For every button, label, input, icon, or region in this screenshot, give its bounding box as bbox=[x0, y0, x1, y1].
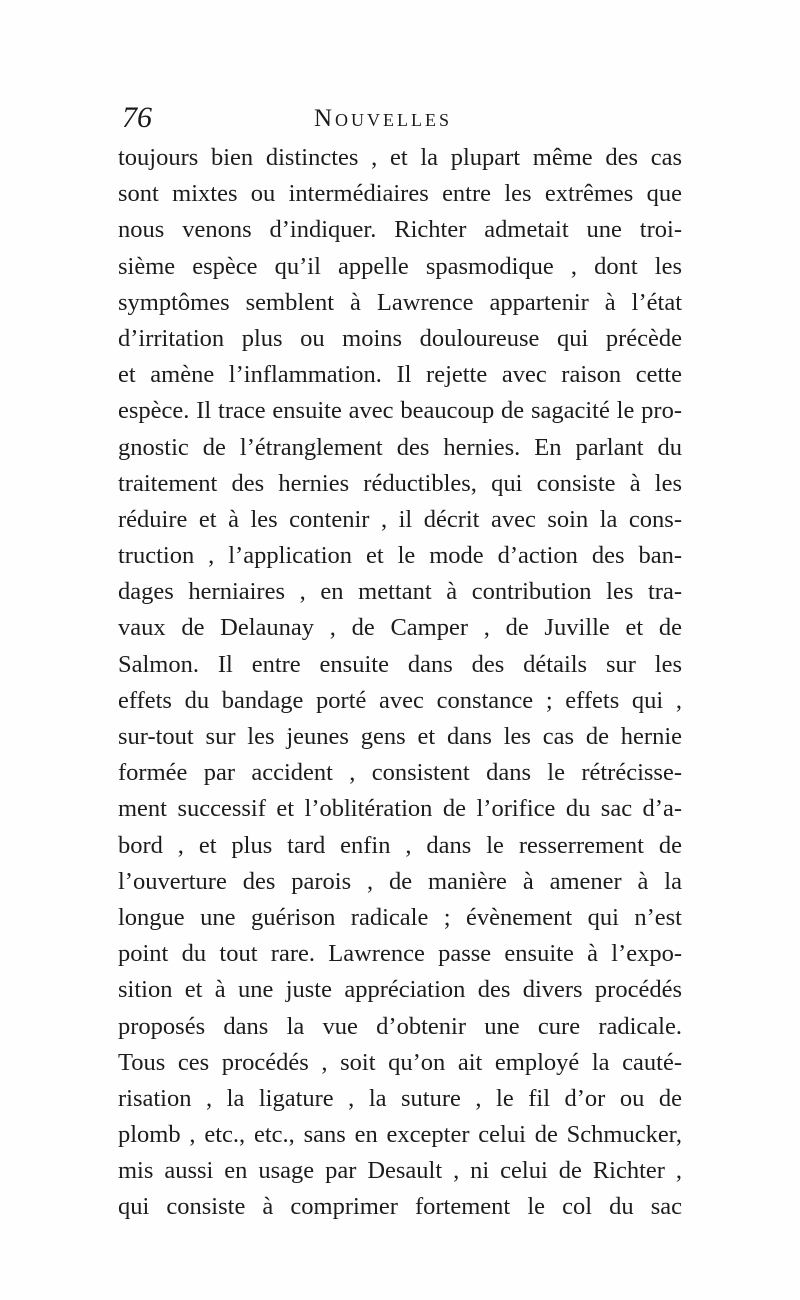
text-line: d’irritation plus ou moins douloureuse qui précède bbox=[118, 324, 682, 352]
text-line: point du tout rare. Lawrence passe ensuite à l’expo- bbox=[118, 940, 682, 968]
text-line: mis aussi en usage par Desault , ni celui de Richter , bbox=[118, 1157, 682, 1185]
text-line: Salmon. Il entre ensuite dans des détails sur les bbox=[118, 650, 682, 678]
text-line: et amène l’inflammation. Il rejette avec raison cette bbox=[118, 361, 682, 389]
text-line: formée par accident , consistent dans le rétrécisse- bbox=[118, 759, 682, 787]
text-line: bord , et plus tard enfin , dans le resserrement de bbox=[118, 831, 682, 859]
text-line: sur-tout sur les jeunes gens et dans les cas de hernie bbox=[118, 723, 682, 750]
text-line: toujours bien distinctes , et la plupart même des cas bbox=[118, 144, 682, 171]
text-line: vaux de Delaunay , de Camper , de Juville et de bbox=[118, 614, 682, 642]
text-line: qui consiste à comprimer fortement le col du sac bbox=[118, 1193, 682, 1221]
text-line: traitement des hernies réductibles, qui consiste à les bbox=[118, 469, 682, 497]
text-line: truction , l’application et le mode d’action des ban- bbox=[118, 542, 682, 570]
text-line: risation , la ligature , la suture , le fil d’or ou de bbox=[118, 1084, 682, 1112]
body-text bbox=[118, 140, 682, 1226]
text-line: proposés dans la vue d’obtenir une cure radicale. bbox=[118, 1012, 682, 1040]
text-line: espèce. Il trace ensuite avec beaucoup de sagacité le pro- bbox=[118, 397, 682, 425]
text-line: gnostic de l’étranglement des hernies. En parlant du bbox=[118, 433, 682, 461]
page-number: 76 bbox=[122, 101, 152, 134]
text-line: Tous ces procédés , soit qu’on ait employé la cauté- bbox=[118, 1048, 682, 1076]
text-line: réduire et à les contenir , il décrit avec soin la cons- bbox=[118, 505, 682, 533]
text-line: sont mixtes ou intermédiaires entre les extrêmes que bbox=[118, 180, 682, 208]
text-line: symptômes semblent à Lawrence appartenir à l’état bbox=[118, 288, 682, 316]
text-line: ment successif et l’oblitération de l’orifice du sac d’a- bbox=[118, 795, 682, 823]
text-line: effets du bandage porté avec constance ; effets qui , bbox=[118, 686, 682, 714]
text-line: sition et à une juste appréciation des divers procédés bbox=[118, 976, 682, 1004]
text-line: longue une guérison radicale ; évènement qui n’est bbox=[118, 903, 682, 931]
text-line: sième espèce qu’il appelle spasmodique , dont les bbox=[118, 252, 682, 280]
running-head: Nouvelles bbox=[314, 105, 453, 132]
page-header bbox=[118, 100, 682, 136]
text-line: dages herniaires , en mettant à contribution les tra- bbox=[118, 578, 682, 606]
text-line: nous venons d’indiquer. Richter admetait une troi- bbox=[118, 216, 682, 244]
text-line: plomb , etc., etc., sans en excepter celui de Schmucker, bbox=[118, 1121, 682, 1149]
text-line: l’ouverture des parois , de manière à amener à la bbox=[118, 867, 682, 895]
